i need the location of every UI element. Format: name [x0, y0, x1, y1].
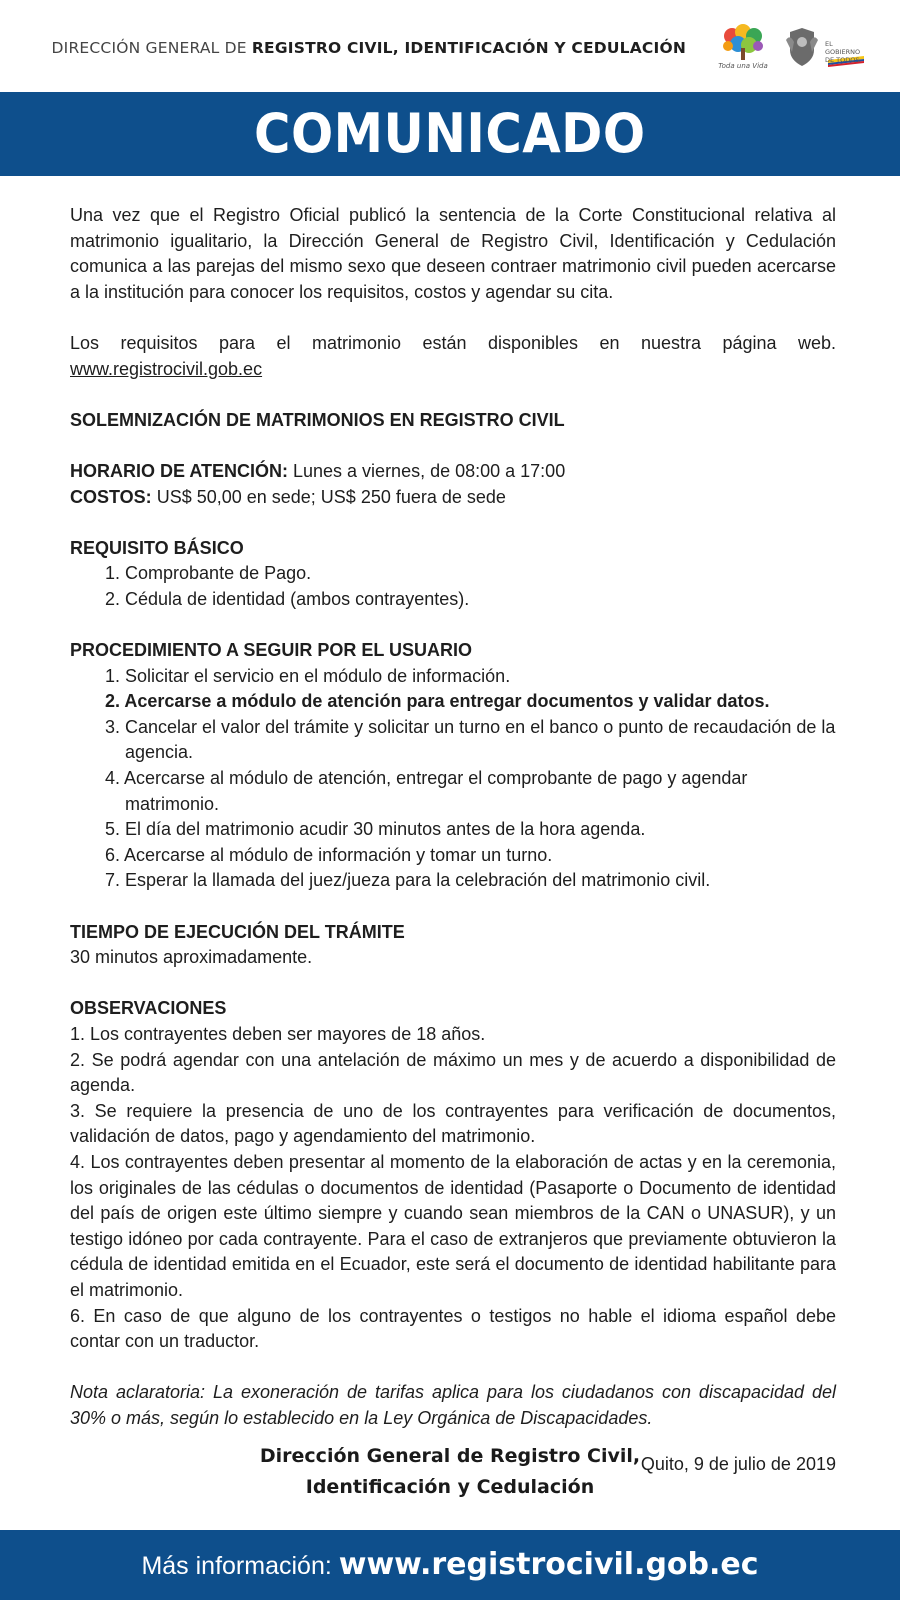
- intro-paragraph: Una vez que el Registro Oficial publicó la sentencia de la Corte Constitucional relativa al matrimonio igualitario, la Dirección General de Registro Civil, Identificación y Cedulación comunica a las parejas del mismo sexo que deseen contraer matrimonio civil pueden acercarse a la institución para conocer los requisitos, costos y agendar su cita.: [70, 205, 836, 302]
- footer-banner: [0, 1530, 900, 1600]
- nota-aclaratoria: Nota aclaratoria: La exoneración de tarifas aplica para los ciudadanos con discapacidad del 30% o más, según lo establecido en la Ley Orgánica de Discapacidades.: [70, 1382, 836, 1428]
- requirements-paragraph: Los requisitos para el matrimonio están disponibles en nuestra página web.: [70, 332, 836, 353]
- tiempo-value: 30 minutos aproximadamente.: [70, 947, 313, 968]
- horario-value: Lunes a viernes, de 08:00 a 17:00: [288, 460, 566, 481]
- logo-vida-text: Toda una Vida: [718, 62, 768, 70]
- document-date: Quito, 9 de julio de 2019: [640, 1453, 836, 1474]
- list-item: 3. Cancelar el valor del trámite y solicitar un turno en el banco o punto de recaudación de la agencia.: [105, 716, 836, 763]
- list-item: 2. Acercarse a módulo de atención para entregar documentos y validar datos.: [105, 691, 770, 712]
- list-item: 1. Los contrayentes deben ser mayores de 18 años.: [70, 1024, 486, 1044]
- list-item: 1. Solicitar el servicio en el módulo de información.: [105, 665, 511, 686]
- org-name-line: [52, 39, 686, 57]
- list-item: 3. Se requiere la presencia de uno de los contrayentes para verificación de documentos, validación de datos, pago y agendamiento del matrimonio.: [70, 1100, 836, 1147]
- page-title: COMUNICADO: [254, 102, 646, 165]
- section-heading-procedimiento: PROCEDIMIENTO A SEGUIR POR EL USUARIO: [70, 640, 473, 661]
- list-item: 6. Acercarse al módulo de información y tomar un turno.: [105, 844, 553, 865]
- list-item: 2. Cédula de identidad (ambos contrayentes).: [105, 588, 470, 609]
- procedimiento-list: [70, 664, 836, 894]
- list-item: 6. En caso de que alguno de los contrayentes o testigos no hable el idioma español debe contar con un traductor.: [70, 1305, 836, 1352]
- section-heading-tiempo: TIEMPO DE EJECUCIÓN DEL TRÁMITE: [70, 921, 405, 942]
- section-heading-observaciones: OBSERVACIONES: [70, 998, 227, 1019]
- observaciones-list: [70, 1022, 836, 1355]
- horario-label: HORARIO DE ATENCIÓN:: [70, 460, 288, 481]
- list-item: 4. Acercarse al módulo de atención, entregar el comprobante de pago y agendar matrimonio.: [105, 768, 748, 814]
- website-link[interactable]: www.registrocivil.gob.ec: [70, 358, 263, 379]
- org-name: REGISTRO CIVIL, IDENTIFICACIÓN Y CEDULACIÓN: [251, 39, 686, 57]
- signature-block: [0, 1441, 900, 1503]
- section-heading-requisito: REQUISITO BÁSICO: [70, 537, 244, 558]
- costos-value: US$ 50,00 en sede; US$ 250 fuera de sede: [151, 486, 506, 507]
- footer-label: Más información:: [141, 1552, 339, 1580]
- signature-line-1: Dirección General de Registro Civil,: [259, 1445, 641, 1467]
- footer-website-link[interactable]: www.registrocivil.gob.ec: [338, 1547, 759, 1582]
- list-item: 7. Esperar la llamada del juez/jueza para la celebración del matrimonio civil.: [105, 870, 711, 891]
- list-item: 4. Los contrayentes deben presentar al momento de la elaboración de actas y en la ceremonia, los originales de las cédulas o documentos de identidad (Pasaporte o Documento de identidad del país de origen este último siempre y cuando sean miembros de la CAN o UNASUR), y un testigo idóneo por cada contrayente. Para el caso de extranjeros que previamente obtuvieron la cédula de identidad emitida en el Ecuador, este será el documento de identidad habilitante para el matrimonio.: [70, 1151, 836, 1300]
- signature-line-2: Identificación y Cedulación: [305, 1476, 595, 1498]
- org-prefix: DIRECCIÓN GENERAL DE: [51, 39, 247, 57]
- section-heading-solemnizacion: SOLEMNIZACIÓN DE MATRIMONIOS EN REGISTRO CIVIL: [70, 409, 565, 430]
- list-item: 5. El día del matrimonio acudir 30 minutos antes de la hora agenda.: [105, 819, 646, 840]
- costos-label: COSTOS:: [70, 486, 152, 507]
- horario-line: [70, 459, 836, 485]
- toda-una-vida-logo-icon: [718, 24, 768, 70]
- list-item: 1. Comprobante de Pago.: [105, 563, 312, 584]
- document-body: [70, 203, 836, 1477]
- header: [0, 0, 900, 92]
- costos-line: [70, 485, 836, 511]
- title-banner: [0, 92, 900, 176]
- requisito-list: [70, 561, 836, 612]
- list-item: 2. Se podrá agendar con una antelación de máximo un mes y de acuerdo a disponibilidad de agenda.: [70, 1049, 836, 1096]
- gobierno-text: EL GOBIERNO DE TODOS: [825, 40, 861, 64]
